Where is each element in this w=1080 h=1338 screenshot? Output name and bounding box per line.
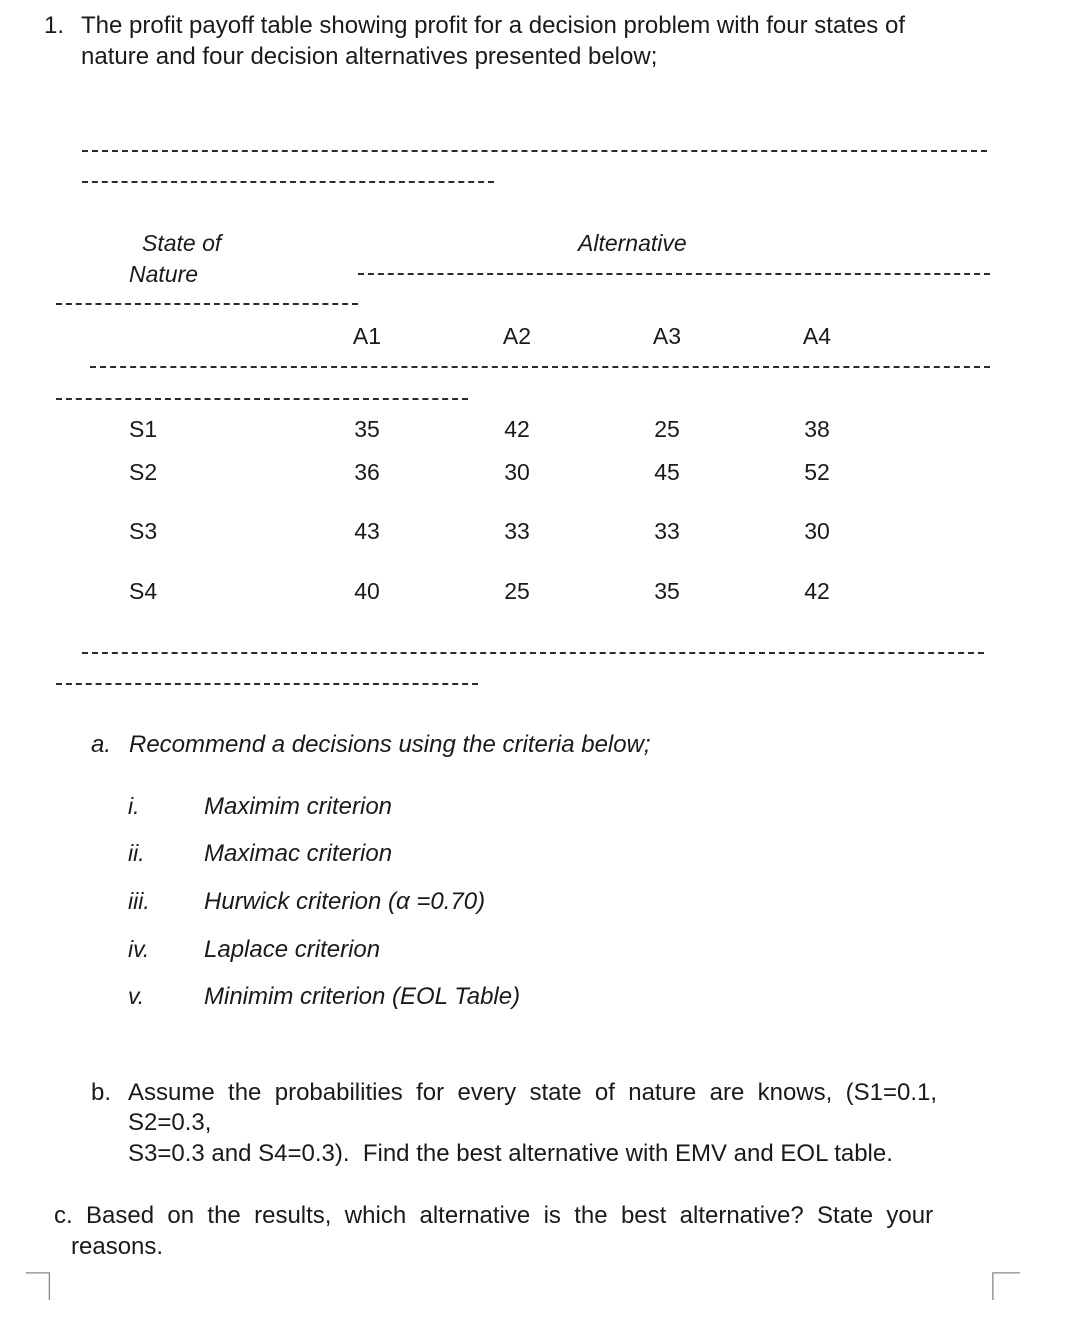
state-header-line-2: Nature (129, 261, 199, 287)
column-header-a3: A3 (652, 323, 682, 349)
part-c-line-2: reasons. (71, 1233, 164, 1260)
part-c-line-1: Based on the results, which alternative is the best alternative? State your (86, 1202, 934, 1229)
criterion-numeral: v. (128, 983, 145, 1009)
row-label-s1: S1 (129, 416, 158, 442)
row-label-s3: S3 (129, 518, 158, 544)
criterion-numeral: iii. (128, 888, 150, 914)
table-cell: 36 (354, 459, 380, 485)
part-a-text: Recommend a decisions using the criteria below; (129, 731, 651, 758)
row-label-s4: S4 (129, 578, 158, 604)
criterion-text: Laplace criterion (204, 936, 381, 963)
criterion-text: Hurwick criterion (α =0.70) (204, 888, 486, 915)
table-cell: 40 (354, 578, 380, 604)
table-rule-top-2 (82, 181, 494, 183)
state-header-line-1: State of (142, 230, 222, 256)
part-b-label: b. (91, 1079, 112, 1106)
table-rule-bottom-1 (82, 652, 984, 654)
part-c-label: c. (54, 1202, 73, 1229)
table-cell: 35 (354, 416, 380, 442)
criterion-text: Maximim criterion (204, 793, 393, 820)
table-cell: 45 (654, 459, 680, 485)
criterion-text: Minimim criterion (EOL Table) (204, 983, 521, 1010)
page-corner-mark-right (992, 1272, 1020, 1300)
alternative-header: Alternative (578, 230, 687, 256)
criterion-numeral: iv. (128, 936, 150, 962)
column-header-rule-2 (56, 398, 468, 400)
criterion-text: Maximac criterion (204, 840, 393, 867)
criterion-numeral: ii. (128, 840, 145, 866)
part-b-line-1: Assume the probabilities for every state of nature are knows, (S1=0.1, (128, 1079, 938, 1106)
table-cell: 43 (354, 518, 380, 544)
column-header-rule-1 (90, 366, 990, 368)
column-header-a2: A2 (502, 323, 532, 349)
table-cell: 33 (654, 518, 680, 544)
state-header-rule (56, 303, 358, 305)
column-header-a4: A4 (802, 323, 832, 349)
question-line-2: nature and four decision alternatives presented below; (81, 43, 658, 70)
table-rule-top-1 (82, 150, 987, 152)
row-label-s2: S2 (129, 459, 158, 485)
criterion-numeral: i. (128, 793, 140, 819)
table-cell: 42 (804, 578, 830, 604)
table-cell: 25 (654, 416, 680, 442)
table-cell: 30 (504, 459, 530, 485)
page-corner-mark-left (24, 1272, 52, 1300)
table-cell: 52 (804, 459, 830, 485)
column-header-a1: A1 (352, 323, 382, 349)
question-number: 1. (44, 12, 65, 39)
alternative-header-rule (358, 273, 990, 275)
part-b-line-2: S2=0.3, (128, 1109, 212, 1136)
table-cell: 42 (504, 416, 530, 442)
table-cell: 30 (804, 518, 830, 544)
part-a-label: a. (91, 731, 112, 758)
table-rule-bottom-2 (56, 683, 478, 685)
question-line-1: The profit payoff table showing profit for a decision problem with four states of (81, 12, 905, 39)
table-cell: 25 (504, 578, 530, 604)
table-cell: 33 (504, 518, 530, 544)
part-b-line-3: S3=0.3 and S4=0.3). Find the best alternative with EMV and EOL table. (128, 1140, 893, 1167)
table-cell: 35 (654, 578, 680, 604)
table-cell: 38 (804, 416, 830, 442)
